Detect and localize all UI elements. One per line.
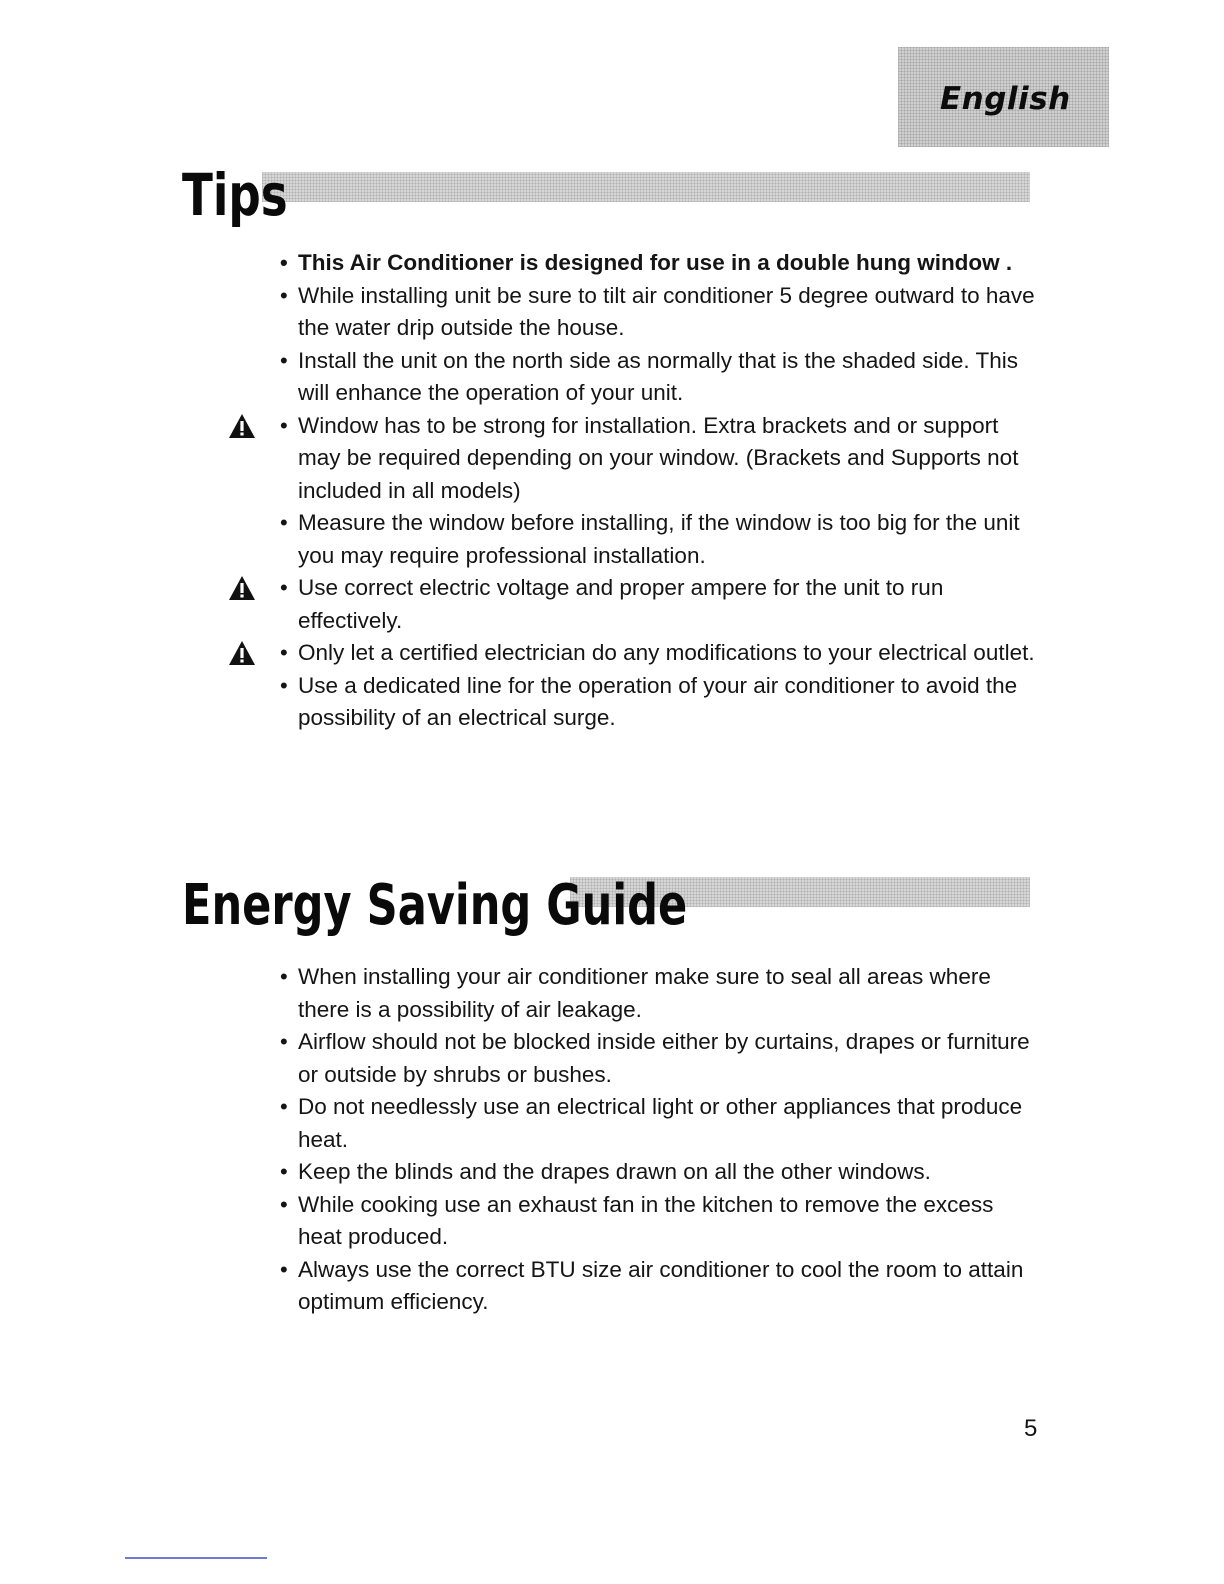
energy-item: • While cooking use an exhaust fan in the kitchen to remove the excess heat produced.: [280, 1189, 1040, 1254]
energy-item: • Keep the blinds and the drapes drawn on all the other windows.: [280, 1156, 1040, 1189]
warning-icon: [228, 640, 256, 666]
energy-item: • Always use the correct BTU size air conditioner to cool the room to attain optimum efficiency.: [280, 1254, 1040, 1319]
tips-item-text: Only let a certified electrician do any modifications to your electrical outlet.: [298, 640, 1035, 665]
tips-item: • While installing unit be sure to tilt air conditioner 5 degree outward to have the water drip outside the house.: [280, 280, 1040, 345]
tips-item-warning: [280, 637, 1040, 670]
warning-icon: [228, 575, 256, 601]
tips-item-warning: [280, 572, 1040, 637]
tips-item-text: Use correct electric voltage and proper ampere for the unit to run effectively.: [298, 575, 944, 633]
energy-item: • When installing your air conditioner make sure to seal all areas where there is a possibility of air leakage.: [280, 961, 1040, 1026]
energy-item: • Do not needlessly use an electrical light or other appliances that produce heat.: [280, 1091, 1040, 1156]
tips-header-bar: [262, 172, 1030, 202]
page-number: 5: [1024, 1415, 1038, 1442]
tips-item: • Measure the window before installing, if the window is too big for the unit you may require professional installation.: [280, 507, 1040, 572]
tips-title: Tips: [182, 161, 288, 229]
energy-item: • Airflow should not be blocked inside either by curtains, drapes or furniture or outside by shrubs or bushes.: [280, 1026, 1040, 1091]
language-label: English: [940, 81, 1071, 117]
warning-icon: [228, 413, 256, 439]
tips-item: • Use a dedicated line for the operation of your air conditioner to avoid the possibility of an electrical surge.: [280, 670, 1040, 735]
tips-item-text: Window has to be strong for installation. Extra brackets and or support may be required depending on your window. (Brackets and Supports not included in all models): [298, 412, 1019, 503]
energy-title: Energy Saving Guide: [182, 873, 688, 938]
language-tab: [898, 47, 1109, 147]
tips-item: • Install the unit on the north side as normally that is the shaded side. This will enhance the operation of your unit.: [280, 345, 1040, 410]
tips-item: • This Air Conditioner is designed for use in a double hung window .: [280, 247, 1040, 280]
tips-item-warning: [280, 410, 1040, 508]
energy-list: [280, 961, 1040, 1319]
footer-rule: [125, 1557, 267, 1559]
tips-list: [280, 247, 1040, 735]
